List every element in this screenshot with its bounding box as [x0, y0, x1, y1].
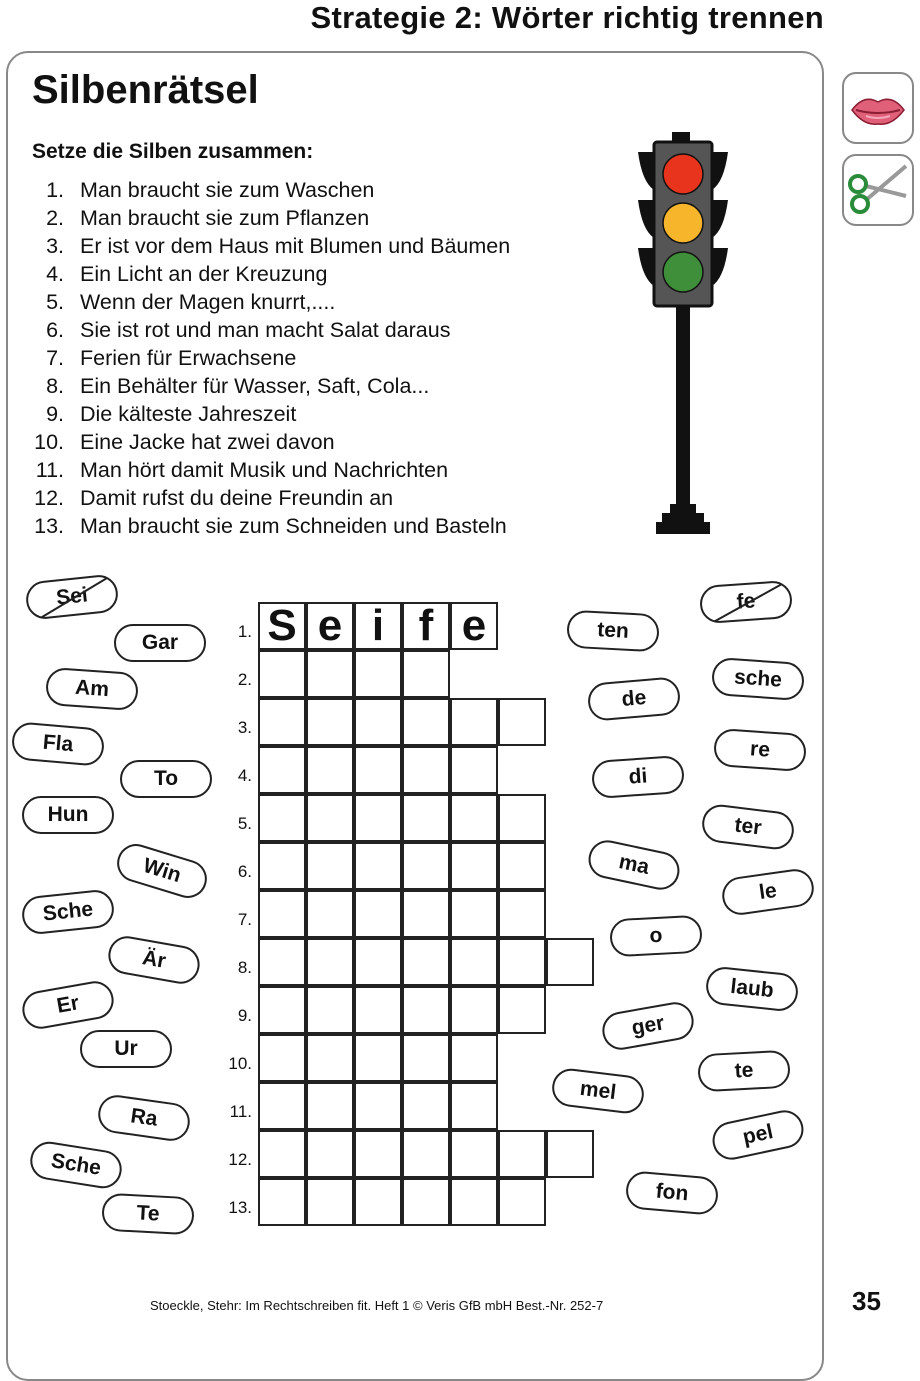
grid-cell[interactable]	[306, 1130, 354, 1178]
clue-text: Man braucht sie zum Pflanzen	[80, 206, 370, 230]
grid-cell[interactable]	[258, 1178, 306, 1226]
grid-cell[interactable]	[306, 842, 354, 890]
grid-cell[interactable]	[354, 1082, 402, 1130]
row-number: 11.	[229, 1102, 252, 1121]
clue-item	[32, 204, 510, 232]
grid-cell[interactable]	[402, 794, 450, 842]
clue-list	[32, 176, 510, 540]
syllable-text: Ra	[129, 1104, 159, 1131]
grid-cell[interactable]: i	[354, 602, 402, 650]
syllable-pill[interactable]	[699, 580, 793, 624]
syllable-pill[interactable]	[566, 610, 660, 653]
syllable-text: re	[749, 737, 771, 762]
syllable-text: Te	[135, 1201, 161, 1226]
syllable-pill[interactable]	[713, 728, 807, 772]
clue-text: Sie ist rot und man macht Salat daraus	[80, 318, 451, 342]
grid-cell[interactable]	[354, 1034, 402, 1082]
clue-number: 12.	[34, 486, 64, 510]
clue-item	[32, 512, 510, 540]
row-number: 9.	[237, 1006, 252, 1025]
instruction-text: Setze die Silben zusammen:	[32, 140, 314, 163]
grid-cell[interactable]	[450, 842, 498, 890]
clue-number: 5.	[46, 290, 64, 314]
syllable-pill[interactable]	[22, 796, 114, 834]
syllable-text: Fla	[41, 730, 75, 757]
syllable-text: Är	[140, 946, 168, 973]
clue-text: Ferien für Erwachsene	[80, 346, 297, 370]
grid-cell[interactable]	[258, 1082, 306, 1130]
syllable-text: Sche	[41, 897, 95, 926]
grid-cell[interactable]	[450, 746, 498, 794]
grid-cell[interactable]	[450, 938, 498, 986]
grid-cell[interactable]	[402, 1034, 450, 1082]
syllable-text: mel	[578, 1076, 618, 1105]
syllable-text: sche	[733, 665, 783, 692]
grid-cell[interactable]	[402, 698, 450, 746]
traffic-light-icon	[636, 130, 730, 538]
grid-cell[interactable]	[402, 986, 450, 1034]
syllable-pill[interactable]	[711, 657, 805, 701]
grid-cell[interactable]	[306, 746, 354, 794]
grid-cell[interactable]	[498, 1130, 546, 1178]
grid-cell[interactable]	[306, 698, 354, 746]
row-number: 6.	[237, 862, 252, 881]
clue-text: Wenn der Magen knurrt,....	[80, 290, 336, 314]
clue-text: Ein Behälter für Wasser, Saft, Cola...	[80, 374, 430, 398]
syllable-text: Win	[140, 853, 184, 888]
syllable-text: de	[620, 685, 648, 712]
syllable-text: le	[757, 878, 779, 905]
row-number: 5.	[237, 814, 252, 833]
grid-cell[interactable]	[258, 986, 306, 1034]
grid-cell[interactable]	[546, 1130, 594, 1178]
grid-cell[interactable]	[402, 746, 450, 794]
grid-cell[interactable]: S	[258, 602, 306, 650]
syllable-text: Er	[54, 991, 81, 1018]
grid-cell[interactable]	[402, 890, 450, 938]
row-number: 1.	[237, 622, 252, 641]
clue-number: 1.	[46, 178, 64, 202]
grid-cell[interactable]	[306, 890, 354, 938]
grid-cell[interactable]	[498, 938, 546, 986]
grid-cell[interactable]	[306, 986, 354, 1034]
grid-cell[interactable]	[450, 890, 498, 938]
grid-cell[interactable]	[450, 794, 498, 842]
syllable-pill[interactable]	[45, 667, 139, 711]
grid-cell[interactable]	[402, 1082, 450, 1130]
clue-text: Man braucht sie zum Schneiden und Basteln	[80, 514, 507, 538]
clue-text: Damit rufst du deine Freundin an	[80, 486, 394, 510]
page-number: 35	[852, 1286, 881, 1316]
grid-cell[interactable]	[450, 698, 498, 746]
syllable-text: o	[648, 923, 663, 948]
grid-cell[interactable]	[354, 650, 402, 698]
clue-item	[32, 456, 510, 484]
clue-item	[32, 288, 510, 316]
strike-through-mark	[41, 577, 107, 618]
syllable-pill[interactable]	[591, 755, 685, 799]
row-number: 2.	[237, 670, 252, 689]
grid-cell[interactable]	[306, 650, 354, 698]
grid-cell[interactable]	[402, 650, 450, 698]
row-number: 7.	[237, 910, 252, 929]
clue-item	[32, 428, 510, 456]
grid-cell[interactable]	[402, 1178, 450, 1226]
clue-number: 4.	[46, 262, 64, 286]
grid-cell[interactable]	[258, 794, 306, 842]
clue-item	[32, 176, 510, 204]
grid-cell[interactable]	[450, 1034, 498, 1082]
grid-cell[interactable]	[402, 842, 450, 890]
syllable-text: ten	[596, 618, 630, 643]
clue-text: Man hört damit Musik und Nachrichten	[80, 458, 449, 482]
footer-credits: Stoeckle, Stehr: Im Rechtschreiben fit. Heft 1 © Veris GfB mbH Best.-Nr. 252-7	[150, 1298, 604, 1313]
syllable-text: te	[734, 1058, 754, 1083]
syllable-text: Sei	[55, 583, 89, 610]
grid-cell[interactable]	[498, 1178, 546, 1226]
lips-icon	[844, 74, 912, 142]
grid-cell[interactable]	[354, 794, 402, 842]
grid-cell[interactable]	[306, 1034, 354, 1082]
grid-cell[interactable]	[354, 986, 402, 1034]
clue-text: Man braucht sie zum Waschen	[80, 178, 375, 202]
grid-cell[interactable]	[258, 650, 306, 698]
syllable-text: laub	[729, 974, 775, 1003]
row-number: 4.	[237, 766, 252, 785]
syllable-text: Hun	[47, 803, 89, 826]
syllable-text: fon	[654, 1179, 690, 1206]
syllable-text: Sche	[49, 1149, 103, 1180]
syllable-pill[interactable]	[80, 1030, 172, 1068]
clue-text: Ein Licht an der Kreuzung	[80, 262, 328, 286]
clue-text: Die kälteste Jahreszeit	[80, 402, 297, 426]
grid-cell[interactable]	[354, 1130, 402, 1178]
syllable-pill[interactable]	[697, 1050, 791, 1093]
syllable-text: di	[627, 764, 649, 789]
clue-item	[32, 372, 510, 400]
syllable-pill[interactable]	[101, 1193, 195, 1236]
grid-cell[interactable]	[498, 794, 546, 842]
syllable-text: ter	[733, 813, 763, 840]
grid-cell[interactable]	[546, 938, 594, 986]
row-number: 10.	[228, 1054, 252, 1073]
row-number: 13.	[228, 1198, 252, 1217]
grid-cell[interactable]: e	[450, 602, 498, 650]
grid-cell[interactable]	[402, 938, 450, 986]
grid-cell[interactable]: f	[402, 602, 450, 650]
grid-cell[interactable]	[450, 1130, 498, 1178]
grid-cell[interactable]	[354, 746, 402, 794]
grid-cell[interactable]	[450, 1178, 498, 1226]
syllable-text: Ur	[114, 1037, 138, 1060]
syllable-text: Am	[74, 675, 110, 702]
grid-cell[interactable]	[498, 842, 546, 890]
scissors-icon	[844, 156, 912, 224]
syllable-pill[interactable]	[120, 760, 212, 798]
clue-number: 6.	[46, 318, 64, 342]
grid-cell[interactable]	[402, 1130, 450, 1178]
clue-number: 9.	[46, 402, 64, 426]
clue-number: 2.	[46, 206, 64, 230]
clue-number: 8.	[46, 374, 64, 398]
grid-cell[interactable]	[354, 1178, 402, 1226]
clue-item	[32, 484, 510, 512]
grid-cell[interactable]	[306, 938, 354, 986]
grid-cell[interactable]	[306, 1178, 354, 1226]
grid-cell[interactable]	[258, 1130, 306, 1178]
grid-cell[interactable]	[354, 938, 402, 986]
clue-number: 10.	[34, 430, 64, 454]
page-header: Strategie 2: Wörter richtig trennen	[310, 0, 824, 35]
syllable-text: ma	[616, 850, 652, 879]
syllable-text: ger	[629, 1011, 667, 1040]
clue-text: Er ist vor dem Haus mit Blumen und Bäumen	[80, 234, 511, 258]
grid-cell[interactable]	[498, 986, 546, 1034]
grid-cell[interactable]	[450, 986, 498, 1034]
row-number: 3.	[237, 718, 252, 737]
clue-number: 3.	[46, 234, 64, 258]
grid-cell[interactable]	[258, 698, 306, 746]
clue-text: Eine Jacke hat zwei davon	[80, 430, 335, 454]
grid-cell[interactable]	[354, 842, 402, 890]
syllable-text: pel	[740, 1120, 776, 1149]
clue-number: 7.	[46, 346, 64, 370]
grid-cell[interactable]	[498, 890, 546, 938]
worksheet-title: Silbenrätsel	[32, 68, 259, 112]
clue-item	[32, 316, 510, 344]
grid-cell[interactable]	[498, 698, 546, 746]
grid-cell[interactable]	[258, 938, 306, 986]
clue-item	[32, 400, 510, 428]
syllable-pill[interactable]	[114, 624, 206, 662]
grid-cell[interactable]	[354, 890, 402, 938]
clue-item	[32, 232, 510, 260]
grid-cell[interactable]	[306, 1082, 354, 1130]
clue-number: 11.	[35, 458, 64, 482]
grid-cell[interactable]	[450, 1082, 498, 1130]
grid-cell[interactable]	[258, 842, 306, 890]
scissors-tab[interactable]	[842, 154, 914, 226]
grid-cell[interactable]: e	[306, 602, 354, 650]
grid-cell[interactable]	[354, 698, 402, 746]
clue-item	[32, 344, 510, 372]
grid-cell[interactable]	[258, 1034, 306, 1082]
grid-cell[interactable]	[258, 746, 306, 794]
row-number: 12.	[228, 1150, 252, 1169]
syllable-text: Gar	[141, 631, 179, 654]
row-number: 8.	[237, 958, 252, 977]
lips-tab[interactable]	[842, 72, 914, 144]
syllable-pill[interactable]	[609, 915, 703, 958]
grid-cell[interactable]	[306, 794, 354, 842]
grid-cell[interactable]	[258, 890, 306, 938]
clue-number: 13.	[34, 514, 64, 538]
syllable-text: fe	[735, 589, 757, 614]
clue-item	[32, 260, 510, 288]
syllable-text: To	[153, 767, 179, 790]
